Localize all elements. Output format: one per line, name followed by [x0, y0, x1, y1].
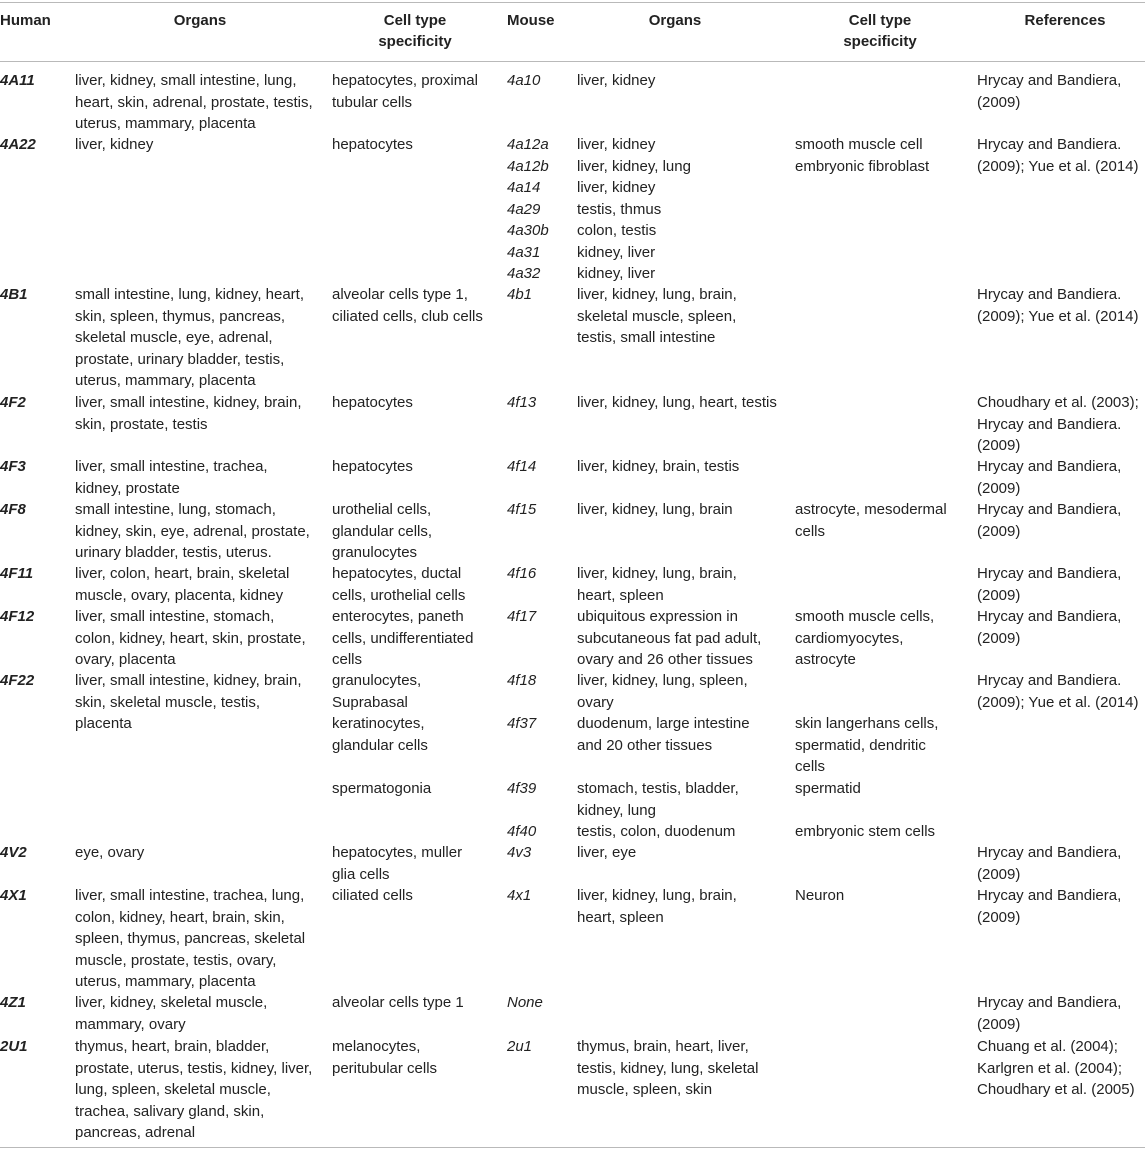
human-cell-type: granulocytes, Suprabasal keratinocytes, glandular cells	[332, 672, 428, 754]
mouse-organs: liver, kidney, lung, brain	[577, 501, 733, 518]
mouse-gene: 4f18	[507, 672, 537, 689]
mouse-organs: liver, kidney, lung, brain, heart, spleen	[577, 887, 737, 926]
mouse-organs: liver, kidney liver, kidney, lung liver, kidney testis, thmus colon, testis kidney, liver kidney, liver	[577, 136, 691, 282]
human-gene: 4F22	[0, 672, 35, 689]
human-cell-type: hepatocytes	[332, 136, 413, 153]
human-gene: 4X1	[0, 887, 27, 904]
human-cell-type: spermatogonia	[332, 780, 432, 797]
reference: Hrycay and Bandiera, (2009)	[977, 72, 1122, 111]
human-cell-type: enterocytes, paneth cells, undifferentiated cells	[332, 608, 474, 668]
mouse-cell-type: smooth muscle cells, cardiomyocytes, astrocyte	[795, 608, 935, 668]
mouse-cell-type: embryonic stem cells	[795, 823, 936, 840]
human-organs: small intestine, lung, stomach, kidney, skin, eye, adrenal, prostate, urinary bladder, testis, uterus.	[75, 501, 310, 561]
reference: Hrycay and Bandiera, (2009)	[977, 887, 1122, 926]
human-organs: liver, small intestine, kidney, brain, skin, prostate, testis	[75, 394, 302, 433]
mouse-gene: 2u1	[507, 1038, 533, 1055]
human-cell-type: alveolar cells type 1, ciliated cells, club cells	[332, 286, 483, 325]
human-organs: liver, small intestine, trachea, lung, colon, kidney, heart, brain, skin, spleen, thymus, pancreas, skeletal muscle, prostate, testis, ovary, uterus, mammary, placenta	[75, 887, 306, 990]
mouse-cell-type: spermatid	[795, 780, 861, 797]
mouse-gene: 4f16	[507, 565, 537, 582]
human-organs: small intestine, lung, kidney, heart, skin, spleen, thymus, pancreas, skeletal muscle, eye, adrenal, prostate, urinary bladder, testis, uterus, mammary, placenta	[75, 286, 305, 389]
human-organs: liver, colon, heart, brain, skeletal muscle, ovary, placenta, kidney	[75, 565, 290, 604]
reference: Hrycay and Bandiera, (2009)	[977, 994, 1122, 1033]
human-cell-type: hepatocytes, proximal tubular cells	[332, 72, 478, 111]
human-organs: liver, small intestine, kidney, brain, skin, skeletal muscle, testis, placenta	[75, 672, 302, 732]
table-bottom-rule	[0, 1147, 1145, 1148]
mouse-organs: duodenum, large intestine and 20 other tissues	[577, 715, 750, 754]
reference: Hrycay and Bandiera, (2009)	[977, 608, 1122, 647]
human-cell-type: melanocytes, peritubular cells	[332, 1038, 438, 1077]
mouse-gene: 4f40	[507, 823, 537, 840]
reference: Choudhary et al. (2003); Hrycay and Bandiera. (2009)	[977, 394, 1139, 454]
col-header-mouse: Mouse	[507, 12, 555, 29]
reference: Hrycay and Bandiera, (2009)	[977, 844, 1122, 883]
col-header-organs-mouse: Organs	[648, 12, 702, 29]
mouse-cell-type: smooth muscle cell embryonic fibroblast	[795, 136, 930, 175]
mouse-cell-type: astrocyte, mesodermal cells	[795, 501, 947, 540]
mouse-organs: thymus, brain, heart, liver, testis, kidney, lung, skeletal muscle, spleen, skin	[577, 1038, 759, 1098]
human-cell-type: hepatocytes, ductal cells, urothelial cells	[332, 565, 466, 604]
mouse-gene: 4b1	[507, 286, 533, 303]
reference: Hrycay and Bandiera, (2009)	[977, 501, 1122, 540]
human-gene: 4F2	[0, 394, 26, 411]
mouse-gene: 4f39	[507, 780, 537, 797]
human-gene: 4B1	[0, 286, 28, 303]
human-organs: liver, kidney, small intestine, lung, heart, skin, adrenal, prostate, testis, uterus, mammary, placenta	[75, 72, 313, 132]
reference: Chuang et al. (2004); Karlgren et al. (2004); Choudhary et al. (2005)	[977, 1038, 1135, 1098]
human-organs: liver, small intestine, stomach, colon, kidney, heart, skin, prostate, ovary, placenta	[75, 608, 306, 668]
table-top-rule	[0, 2, 1145, 3]
mouse-gene: 4x1	[507, 887, 532, 904]
mouse-organs: liver, kidney	[577, 72, 656, 89]
col-header-human: Human	[0, 12, 51, 29]
human-cell-type: hepatocytes, muller glia cells	[332, 844, 463, 883]
human-organs: liver, kidney, skeletal muscle, mammary, ovary	[75, 994, 268, 1033]
mouse-gene: 4f17	[507, 608, 537, 625]
mouse-gene: 4f37	[507, 715, 537, 732]
human-gene: 4Z1	[0, 994, 26, 1011]
human-cell-type: ciliated cells	[332, 887, 413, 904]
mouse-organs: ubiquitous expression in subcutaneous fat pad adult, ovary and 26 other tissues	[577, 608, 762, 668]
mouse-gene: 4a12a 4a12b 4a14 4a29 4a30b 4a31 4a32	[507, 136, 549, 282]
mouse-gene: 4f15	[507, 501, 537, 518]
human-gene: 4F8	[0, 501, 26, 518]
human-gene: 2U1	[0, 1038, 28, 1055]
mouse-organs: testis, colon, duodenum	[577, 823, 736, 840]
human-cell-type: alveolar cells type 1	[332, 994, 464, 1011]
human-organs: liver, small intestine, trachea, kidney, prostate	[75, 458, 268, 497]
col-header-cell-type-mouse: Cell type specificity	[843, 12, 917, 50]
human-gene: 4F11	[0, 565, 34, 582]
reference: Hrycay and Bandiera. (2009); Yue et al. (2014)	[977, 672, 1139, 711]
table-header-rule	[0, 61, 1145, 62]
col-header-references: References	[1024, 12, 1106, 29]
human-organs: eye, ovary	[75, 844, 145, 861]
mouse-organs: stomach, testis, bladder, kidney, lung	[577, 780, 739, 819]
human-gene: 4V2	[0, 844, 27, 861]
mouse-cell-type: skin langerhans cells, spermatid, dendritic cells	[795, 715, 939, 775]
human-organs: thymus, heart, brain, bladder, prostate, uterus, testis, kidney, liver, lung, spleen, skeletal muscle, trachea, salivary gland, skin, pancreas, adrenal	[75, 1038, 313, 1141]
col-header-organs-human: Organs	[173, 12, 227, 29]
human-organs: liver, kidney	[75, 136, 154, 153]
col-header-cell-type-human: Cell type specificity	[378, 12, 452, 50]
mouse-organs: liver, kidney, lung, brain, skeletal muscle, spleen, testis, small intestine	[577, 286, 737, 346]
human-cell-type: urothelial cells, glandular cells, granulocytes	[332, 501, 433, 561]
mouse-gene: 4f13	[507, 394, 537, 411]
mouse-gene: 4f14	[507, 458, 537, 475]
human-gene: 4F3	[0, 458, 26, 475]
mouse-organs: liver, kidney, lung, brain, heart, spleen	[577, 565, 737, 604]
mouse-gene: 4v3	[507, 844, 532, 861]
mouse-organs: liver, kidney, lung, heart, testis	[577, 394, 777, 411]
human-gene: 4A11	[0, 72, 35, 89]
mouse-cell-type: Neuron	[795, 887, 845, 904]
mouse-organs: liver, kidney, lung, spleen, ovary	[577, 672, 748, 711]
reference: Hrycay and Bandiera. (2009); Yue et al. (2014)	[977, 136, 1139, 175]
reference: Hrycay and Bandiera, (2009)	[977, 565, 1122, 604]
human-gene: 4F12	[0, 608, 35, 625]
reference: Hrycay and Bandiera, (2009)	[977, 458, 1122, 497]
mouse-organs: liver, eye	[577, 844, 637, 861]
mouse-gene: 4a10	[507, 72, 541, 89]
reference: Hrycay and Bandiera. (2009); Yue et al. (2014)	[977, 286, 1139, 325]
mouse-gene: None	[507, 994, 543, 1011]
human-cell-type: hepatocytes	[332, 458, 413, 475]
human-cell-type: hepatocytes	[332, 394, 413, 411]
mouse-organs: liver, kidney, brain, testis	[577, 458, 740, 475]
human-gene: 4A22	[0, 136, 36, 153]
